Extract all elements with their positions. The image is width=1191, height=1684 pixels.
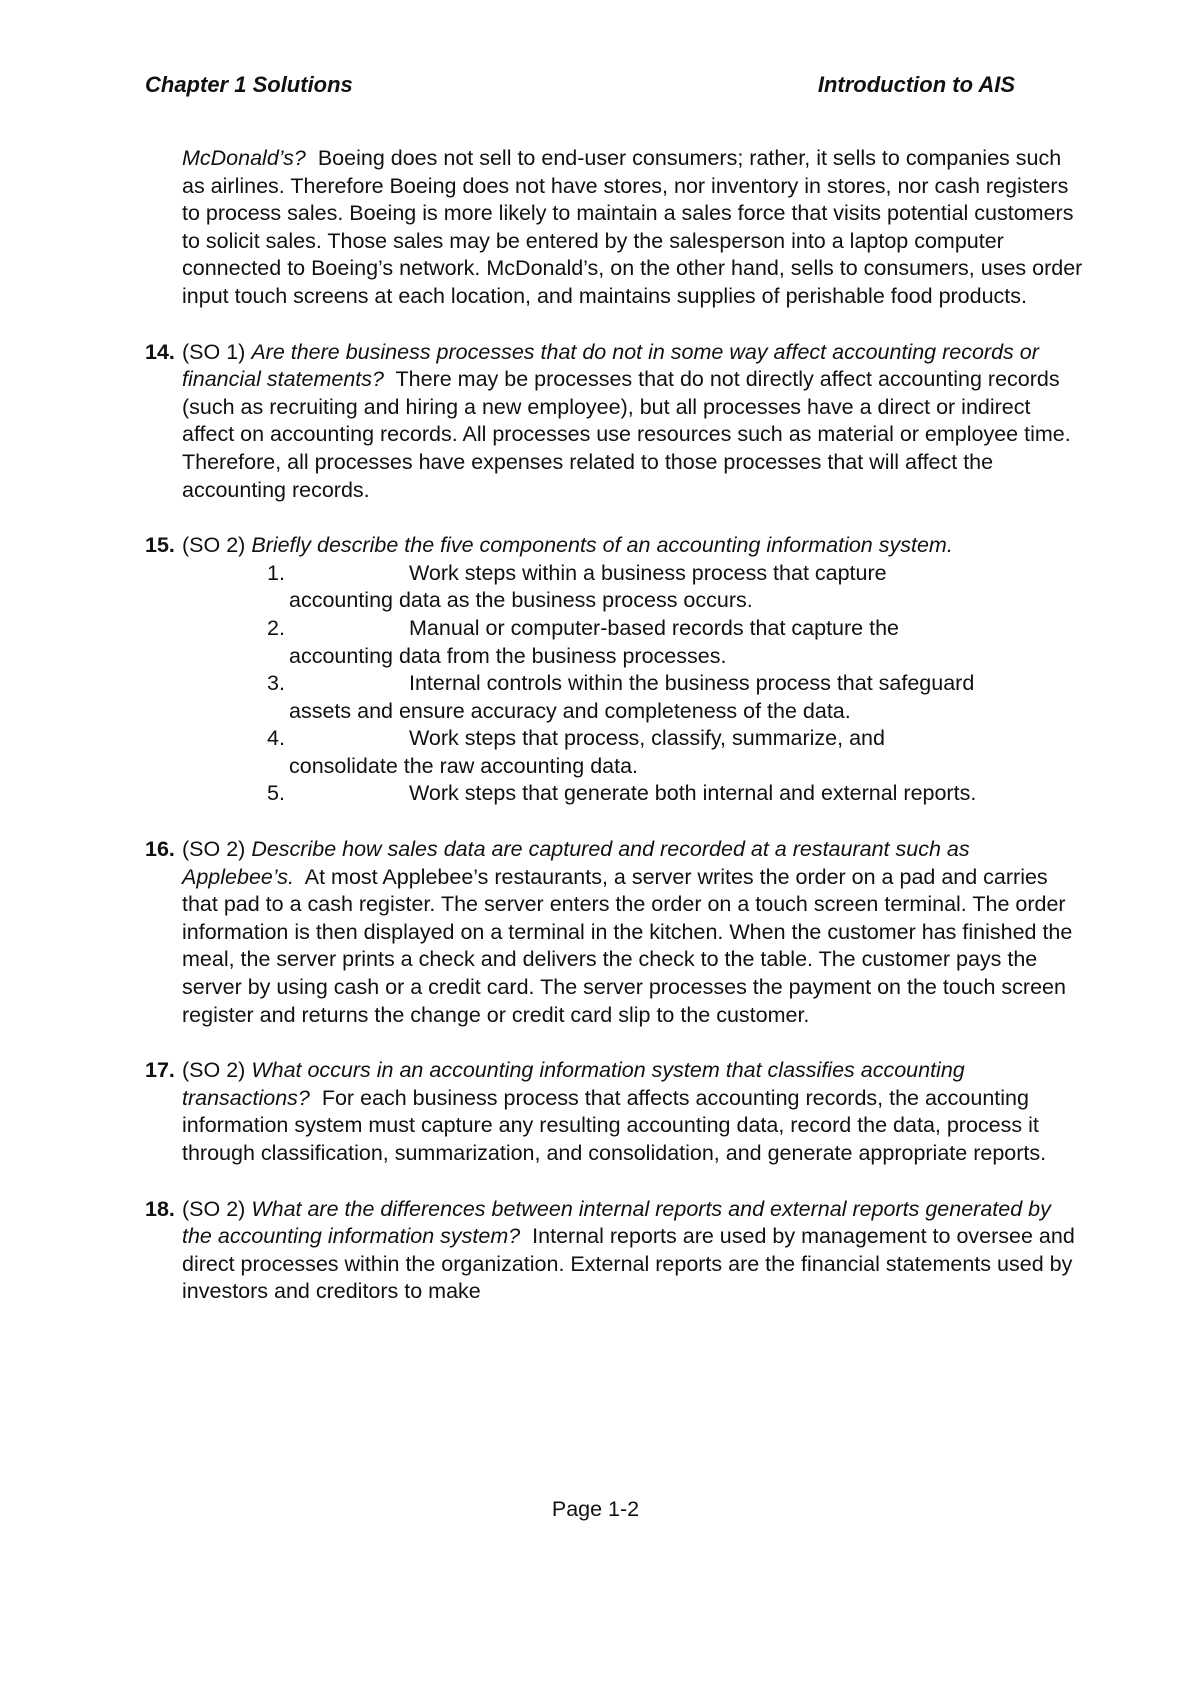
list-item-text-continued: accounting data as the business process occurs.: [289, 588, 753, 613]
answer-text: Internal reports are used by management to oversee and direct processes within the organization. External reports are the financial statements used by investors and creditors to make: [182, 1224, 1075, 1304]
list-item: [267, 725, 1085, 780]
question-number: 14.: [145, 339, 175, 364]
list-item-number: 1.: [267, 560, 285, 585]
question-14: [145, 339, 1085, 505]
list-item-number: 3.: [267, 671, 285, 696]
list-item-text: Work steps within a business process that capture: [409, 560, 887, 585]
list-item: [267, 670, 1085, 725]
question-17: [145, 1057, 1085, 1167]
list-item-number: 4.: [267, 726, 285, 751]
study-objective: (SO 2): [182, 837, 246, 862]
question-number: 15.: [145, 533, 175, 558]
document-body: [145, 145, 1085, 1306]
study-objective: (SO 2): [182, 1196, 246, 1221]
question-number: 17.: [145, 1058, 175, 1083]
list-item-text: Internal controls within the business process that safeguard: [409, 671, 975, 696]
components-list: [182, 560, 1085, 808]
question-16: [145, 836, 1085, 1029]
list-item-text: Manual or computer-based records that capture the: [409, 615, 899, 640]
list-item: [267, 560, 1085, 615]
question-18: [145, 1196, 1085, 1306]
answer-text: For each business process that affects accounting records, the accounting information system must capture any resulting accounting data, record the data, process it through classification, summarization, and consolidation, and generate appropriate reports.: [182, 1085, 1047, 1165]
page-number: Page 1-2: [551, 1497, 640, 1521]
intro-continuation: [145, 145, 1085, 311]
question-text: Briefly describe the five components of an accounting information system.: [251, 533, 953, 558]
question-text: Are there business processes that do not in some way affect accounting records or financial statements?: [182, 339, 1039, 392]
intro-answer: Boeing does not sell to end-user consumers; rather, it sells to companies such as airlines. Therefore Boeing does not have stores, nor inventory in stores, nor cash registers to process sales. Boeing is more likely to maintain a sales force that visits potential customers to solicit sales. Those sales may be entered by the salesperson into a laptop computer connected to Boeing’s network. McDonald’s, on the other hand, sells to consumers, uses order input touch screens at each location, and maintains supplies of perishable food products.: [182, 146, 1083, 308]
list-item-text-continued: accounting data from the business processes.: [289, 643, 727, 668]
question-number: 16.: [145, 837, 175, 862]
page-footer: [0, 1497, 1191, 1522]
chapter-title: Chapter 1 Solutions: [145, 72, 353, 97]
question-text: What occurs in an accounting information system that classifies accounting transactions?: [182, 1058, 965, 1110]
study-objective: (SO 1): [182, 339, 246, 364]
study-objective: (SO 2): [182, 533, 246, 558]
question-text: Describe how sales data are captured and recorded at a restaurant such as Applebee’s.: [182, 837, 970, 889]
question-15: [145, 532, 1085, 808]
list-item-text: Work steps that generate both internal and external reports.: [409, 781, 977, 806]
section-title: Introduction to AIS: [817, 72, 1015, 97]
answer-text: There may be processes that do not directly affect accounting records (such as recruiting and hiring a new employee), but all processes have a direct or indirect affect on accounting records. All processes use resources such as material or employee time. Therefore, all processes have expenses related to those processes that will affect the accounting records.: [182, 367, 1071, 502]
list-item-text-continued: consolidate the raw accounting data.: [289, 753, 639, 778]
list-item: [267, 615, 1085, 670]
question-number: 18.: [145, 1196, 175, 1221]
list-item: [267, 780, 1085, 808]
list-item-number: 2.: [267, 615, 285, 640]
list-item-number: 5.: [267, 781, 285, 806]
list-item-text: Work steps that process, classify, summarize, and: [409, 726, 885, 751]
question-text: What are the differences between internal reports and external reports generated by the accounting information system?: [182, 1196, 1051, 1249]
page-header: [145, 72, 1015, 102]
study-objective: (SO 2): [182, 1058, 246, 1083]
list-item-text-continued: assets and ensure accuracy and completeness of the data.: [289, 698, 851, 723]
answer-text: At most Applebee’s restaurants, a server writes the order on a pad and carries that pad to a cash register. The server enters the order on a touch screen terminal. The order information is then displayed on a terminal in the kitchen. When the customer has finished the meal, the server prints a check and delivers the check to the table. The customer pays the server by using cash or a credit card. The server processes the payment on the touch screen register and returns the change or credit card slip to the customer.: [182, 864, 1073, 1027]
intro-question: McDonald’s?: [182, 146, 306, 170]
